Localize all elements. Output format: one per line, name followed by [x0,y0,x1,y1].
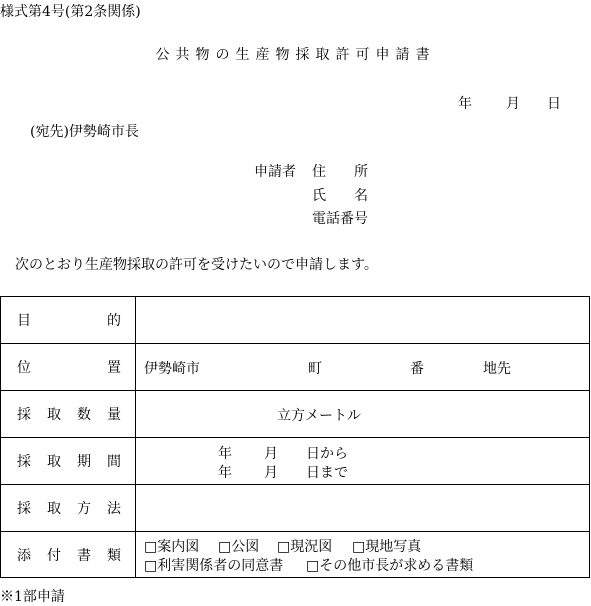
attachments-label [1,532,136,578]
period-from-year: 年 [218,446,232,462]
applicant-address-label: 住 所 [312,164,368,180]
attachments-row [1,532,590,578]
date-day: 日 [547,96,561,112]
period-to-month: 月 [264,465,278,481]
location-number: 番 [410,361,424,377]
location-row [1,344,590,391]
attachment-checkbox-site-map[interactable]: □案内図 [144,539,200,555]
label-char: 付 [47,547,61,564]
label-char: 採 [17,454,31,470]
label-char: 添 [17,547,31,564]
method-value[interactable] [136,485,590,532]
date-year: 年 [458,96,472,112]
label-char: 位 [17,360,31,376]
label-char: 方 [77,501,91,517]
label-char: 間 [107,454,121,470]
label-char: 的 [107,313,121,329]
label-char: 書 [77,547,91,564]
applicant-label: 申請者 [254,164,296,180]
location-suffix: 地先 [483,361,511,377]
period-from-month: 月 [264,446,278,462]
label-char: 数 [77,407,91,423]
label-char: 採 [17,501,31,517]
label-char: 量 [107,407,121,423]
location-label [1,344,136,391]
applicant-phone-label: 電話番号 [312,211,368,227]
date-month: 月 [506,96,520,112]
label-char: 取 [47,407,61,423]
label-char: 置 [107,360,121,376]
period-to-day: 日まで [306,465,348,481]
purpose-value[interactable] [136,297,590,344]
footnote: ※1部申請 [0,589,65,605]
location-value[interactable] [136,344,590,391]
period-value[interactable] [136,438,590,485]
label-char: 取 [47,501,61,517]
location-town: 町 [308,361,322,377]
purpose-row [1,297,590,344]
method-row [1,485,590,532]
method-label [1,485,136,532]
location-city: 伊勢崎市 [144,361,200,377]
label-char: 取 [47,454,61,470]
attachment-checkbox-official-map[interactable]: □公図 [218,539,260,555]
label-char: 採 [17,407,31,423]
attachment-checkbox-current-map[interactable]: □現況図 [277,539,333,555]
attachments-value [136,532,590,578]
document-title: 公共物の生産物採取許可申請書 [155,47,436,63]
period-label [1,438,136,485]
quantity-unit: 立方メートル [277,408,361,424]
attachment-checkbox-consent[interactable]: □利害関係者の同意書 [144,558,284,574]
quantity-label [1,391,136,438]
attachment-checkbox-other[interactable]: □その他市長が求める書類 [306,558,474,574]
applicant-name-label: 氏 名 [312,188,368,204]
label-char: 目 [17,313,31,329]
quantity-value[interactable] [136,391,590,438]
label-char: 類 [107,547,121,564]
period-from-day: 日から [306,446,348,462]
period-to-year: 年 [218,465,232,481]
label-char: 法 [107,501,121,517]
label-char: 期 [77,454,91,470]
attachment-checkbox-site-photo[interactable]: □現地写真 [352,539,422,555]
application-statement: 次のとおり生産物採取の許可を受けたいので申請します。 [15,257,378,273]
quantity-row [1,391,590,438]
application-form-table [0,296,590,578]
addressee: (宛先)伊勢崎市長 [30,124,139,140]
form-number: 様式第4号(第2条関係) [0,4,141,20]
purpose-label [1,297,136,344]
period-row [1,438,590,485]
